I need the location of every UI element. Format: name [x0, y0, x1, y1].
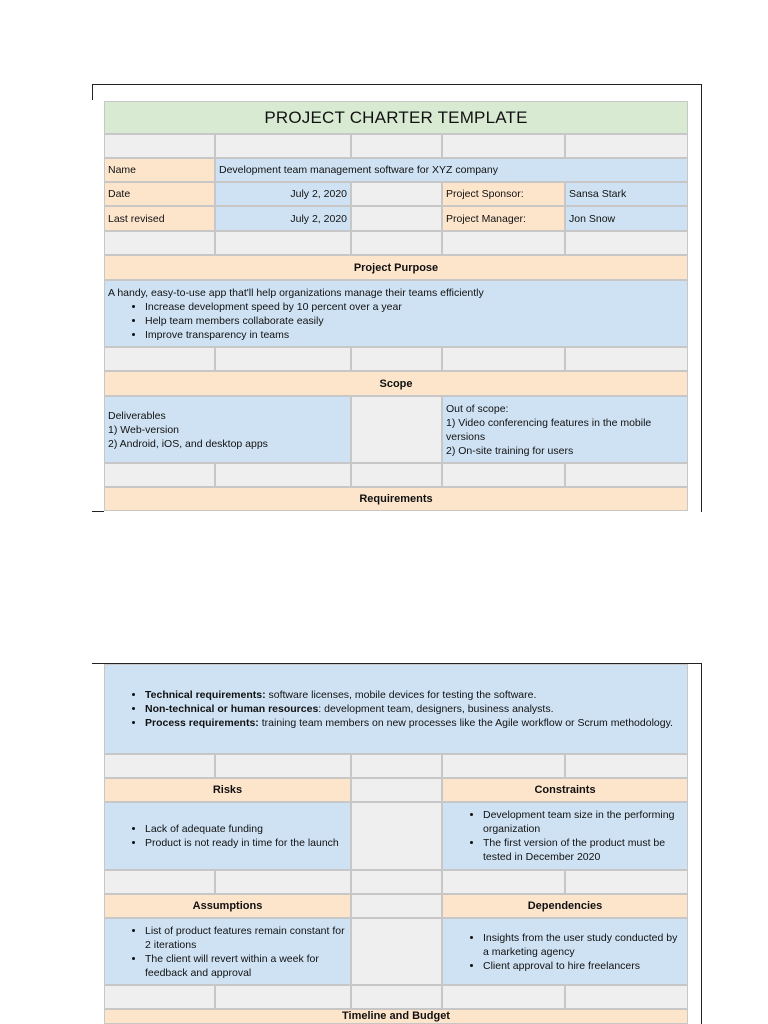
- purpose-list: [108, 300, 684, 342]
- blank-cell: [351, 802, 442, 870]
- date-value: July 2, 2020: [215, 182, 351, 206]
- blank-cell: [104, 754, 215, 778]
- blank-cell: [351, 396, 442, 463]
- requirement-label: Process requirements:: [145, 717, 259, 729]
- revised-label: Last revised: [104, 206, 215, 231]
- list-item: • The client will revert within a week for feedback and approval: [145, 952, 347, 980]
- constraints-list: [446, 808, 684, 864]
- blank-cell: [104, 134, 215, 158]
- deliverables-heading: Deliverables: [108, 409, 166, 422]
- manager-value: Jon Snow: [565, 206, 688, 231]
- timeline-heading: Timeline and Budget: [104, 1009, 688, 1024]
- blank-cell: [215, 231, 351, 255]
- blank-cell: [351, 918, 442, 985]
- requirement-label: Non-technical or human resources: [145, 703, 319, 715]
- deliverables-cell: [104, 396, 351, 463]
- blank-cell: [351, 754, 442, 778]
- requirements-list: [108, 688, 684, 730]
- deliverable-item: 1) Web-version: [108, 423, 179, 436]
- name-value: Development team management software for XYZ company: [215, 158, 688, 182]
- list-item: • Increase development speed by 10 percent over a year: [145, 300, 684, 314]
- requirement-text: training team members on new processes like the Agile workflow or Scrum methodology.: [258, 717, 673, 729]
- page-title: PROJECT CHARTER TEMPLATE: [104, 101, 688, 134]
- risks-heading: Risks: [104, 778, 351, 802]
- blank-cell: [351, 985, 442, 1009]
- scope-heading: Scope: [104, 371, 688, 396]
- crop-mark: [92, 84, 93, 100]
- blank-cell: [215, 463, 351, 487]
- list-item: • List of product features remain constant for 2 iterations: [145, 924, 347, 952]
- blank-cell: [104, 985, 215, 1009]
- blank-cell: [565, 134, 688, 158]
- blank-cell: [104, 347, 215, 371]
- out-of-scope-cell: [442, 396, 688, 463]
- purpose-body: [104, 280, 688, 347]
- blank-cell: [351, 134, 442, 158]
- blank-cell: [215, 985, 351, 1009]
- constraints-body: [442, 802, 688, 870]
- constraints-heading: Constraints: [442, 778, 688, 802]
- dependencies-body: [442, 918, 688, 985]
- list-item: • Client approval to hire freelancers: [483, 959, 684, 973]
- blank-cell: [351, 206, 442, 231]
- purpose-heading: Project Purpose: [104, 255, 688, 280]
- blank-cell: [442, 754, 565, 778]
- blank-cell: [351, 231, 442, 255]
- name-label: Name: [104, 158, 215, 182]
- list-item: • Lack of adequate funding: [145, 822, 347, 836]
- blank-cell: [442, 463, 565, 487]
- sponsor-value: Sansa Stark: [565, 182, 688, 206]
- blank-cell: [351, 347, 442, 371]
- blank-cell: [351, 182, 442, 206]
- list-item: • The first version of the product must be tested in December 2020: [483, 836, 684, 864]
- risks-body: [104, 802, 351, 870]
- requirement-text: : development team, designers, business analysts.: [318, 703, 554, 715]
- risks-list: [108, 822, 347, 850]
- out-of-scope-heading: Out of scope:: [446, 402, 509, 415]
- out-of-scope-item: 1) Video conferencing features in the mobile versions: [446, 416, 652, 443]
- blank-cell: [565, 870, 688, 894]
- deliverable-item: 2) Android, iOS, and desktop apps: [108, 437, 268, 450]
- blank-cell: [215, 134, 351, 158]
- blank-cell: [565, 985, 688, 1009]
- blank-cell: [565, 463, 688, 487]
- blank-cell: [442, 134, 565, 158]
- list-item: [145, 688, 684, 702]
- blank-cell: [565, 754, 688, 778]
- requirement-text: software licenses, mobile devices for testing the software.: [265, 689, 537, 701]
- date-label: Date: [104, 182, 215, 206]
- blank-cell: [104, 231, 215, 255]
- list-item: • Development team size in the performing organization: [483, 808, 684, 836]
- blank-cell: [351, 894, 442, 918]
- requirements-heading: Requirements: [104, 487, 688, 511]
- blank-cell: [351, 463, 442, 487]
- blank-cell: [104, 870, 215, 894]
- blank-cell: [442, 985, 565, 1009]
- assumptions-heading: Assumptions: [104, 894, 351, 918]
- revised-value: July 2, 2020: [215, 206, 351, 231]
- sponsor-label: Project Sponsor:: [442, 182, 565, 206]
- crop-mark: [92, 511, 104, 512]
- out-of-scope-item: 2) On-site training for users: [446, 444, 574, 457]
- list-item: [145, 716, 684, 730]
- blank-cell: [104, 463, 215, 487]
- blank-cell: [215, 870, 351, 894]
- blank-cell: [351, 870, 442, 894]
- blank-cell: [442, 870, 565, 894]
- list-item: • Insights from the user study conducted by a marketing agency: [483, 931, 684, 959]
- assumptions-list: [108, 924, 347, 980]
- blank-cell: [351, 778, 442, 802]
- manager-label: Project Manager:: [442, 206, 565, 231]
- requirements-body: [104, 664, 688, 754]
- blank-cell: [215, 347, 351, 371]
- blank-cell: [442, 231, 565, 255]
- blank-cell: [215, 754, 351, 778]
- dependencies-list: [446, 931, 684, 973]
- dependencies-heading: Dependencies: [442, 894, 688, 918]
- purpose-intro: A handy, easy-to-use app that'll help organizations manage their teams efficiently: [108, 286, 484, 299]
- blank-cell: [565, 231, 688, 255]
- blank-cell: [442, 347, 565, 371]
- list-item: • Help team members collaborate easily: [145, 314, 684, 328]
- requirement-label: Technical requirements:: [145, 689, 266, 701]
- list-item: • Product is not ready in time for the launch: [145, 836, 347, 850]
- assumptions-body: [104, 918, 351, 985]
- list-item: [145, 702, 684, 716]
- list-item: • Improve transparency in teams: [145, 328, 684, 342]
- blank-cell: [565, 347, 688, 371]
